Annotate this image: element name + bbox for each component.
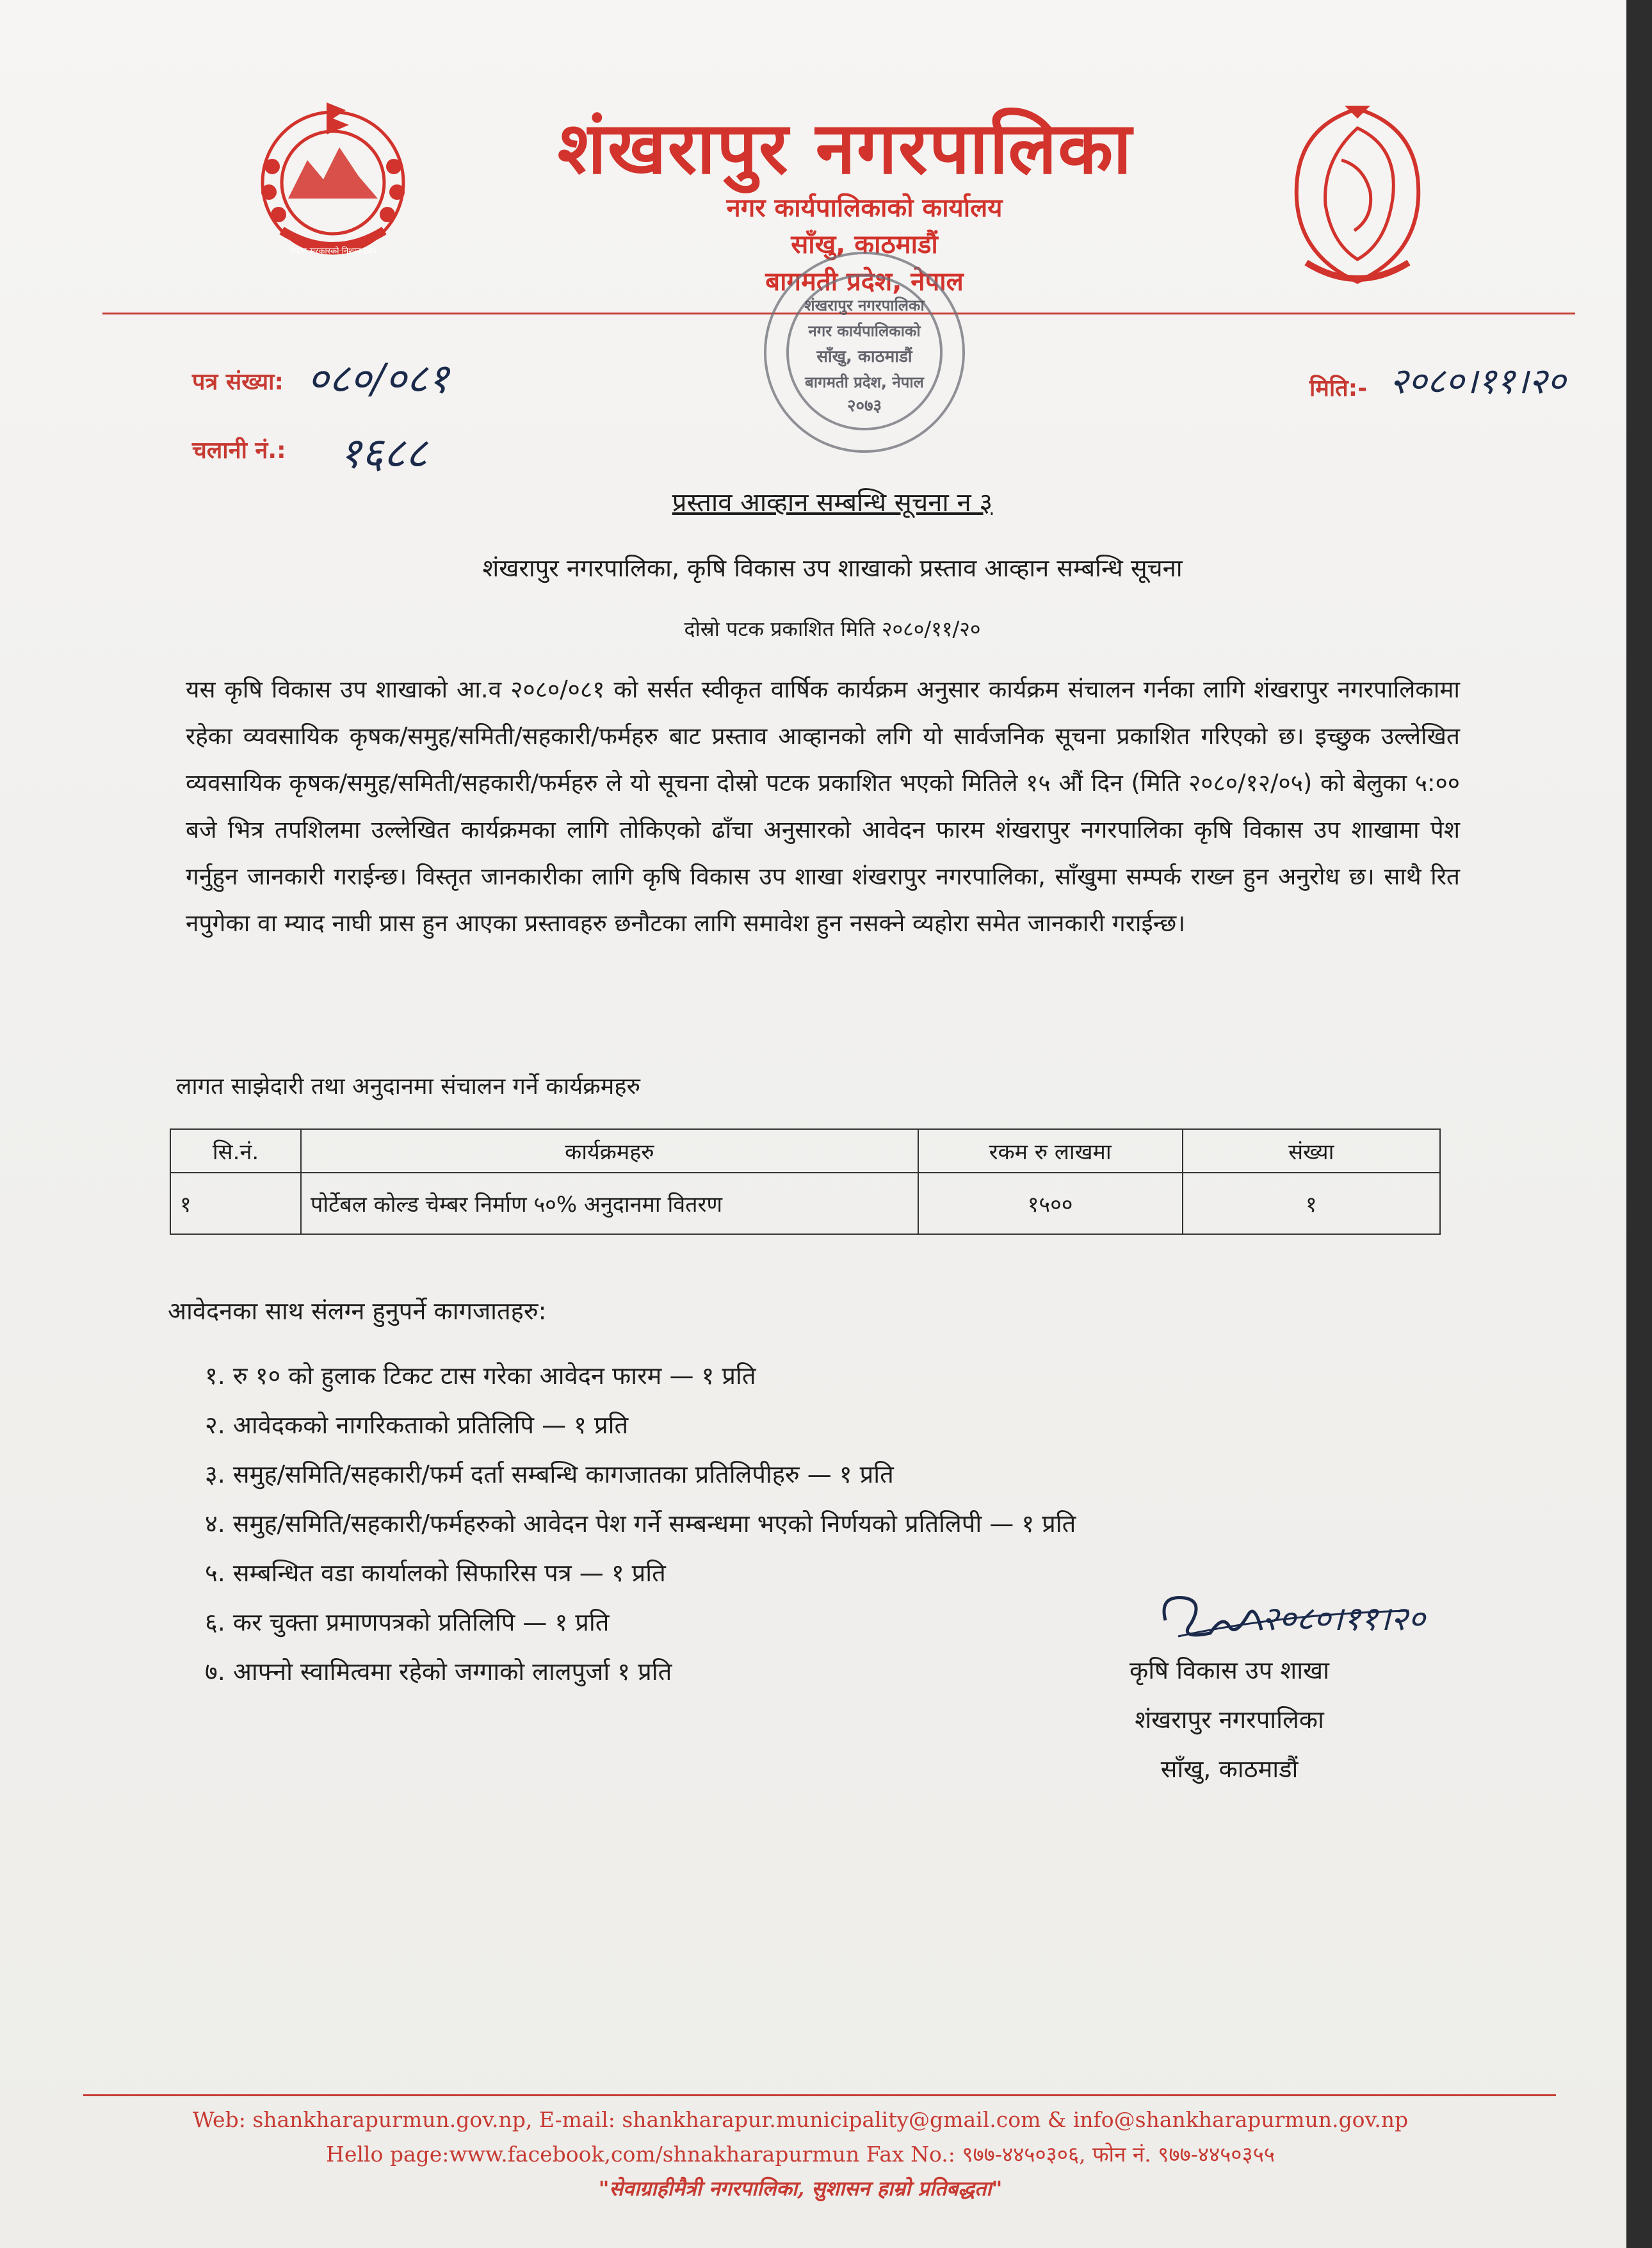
date-label: मिति:- xyxy=(1309,375,1368,402)
list-item: २. आवेदकको नागरिकताको प्रतिलिपि — १ प्रति xyxy=(205,1411,629,1439)
dispatch-label: चलानी नं.: xyxy=(192,437,286,464)
attachments-title: आवेदनका साथ संलग्न हुनुपर्ने कागजातहरु: xyxy=(168,1297,547,1325)
stamp-line-3: साँखु, काठमाडौं xyxy=(816,347,912,366)
stamp-line-4: बागमती प्रदेश, नेपाल xyxy=(805,373,924,391)
footer-fax-phone: Hello page:www.facebook,com/shnakharapurmun Fax No.: ९७७-४४५०३०६, फोन नं. ९७७-४४५०३५५ xyxy=(326,2142,1275,2167)
stamp-line-2: नगर कार्यपालिकाको xyxy=(808,322,921,340)
office-name: नगर कार्यपालिकाको कार्यालय xyxy=(726,193,1003,223)
table-row xyxy=(170,1173,1440,1234)
signatory-line-3: साँखु, काठमाडौं xyxy=(1160,1755,1299,1783)
footer-slogan: "सेवाग्राहीमैत्री नगरपालिका, सुशासन हाम्रो प्रतिबद्धता" xyxy=(598,2176,1003,2201)
signature-date: २०८०।११।२० xyxy=(1261,1600,1425,1638)
notice-heading: प्रस्ताव आव्हान सम्बन्धि सूचना न ३ xyxy=(672,488,993,517)
list-item: ७. आफ्नो स्वामित्वमा रहेको जग्गाको लालपुर्जा १ प्रति xyxy=(205,1657,672,1686)
list-item: ४. समुह/समिति/सहकारी/फर्महरुको आवेदन पेश गर्ने सम्बन्धमा भएको निर्णयको प्रतिलिपी — १ प्रति xyxy=(205,1510,1076,1538)
office-stamp xyxy=(756,243,973,461)
footer-contact: Web: shankharapurmun.gov.np, E-mail: shankharapur.municipality@gmail.com & info@shankharapurmun.gov.np xyxy=(192,2107,1409,2132)
scan-edge xyxy=(1626,0,1652,2248)
signatory-block xyxy=(1089,1646,1370,1794)
office-location: साँखु, काठमाडौं xyxy=(791,230,938,259)
table-header-row xyxy=(170,1129,1440,1173)
ref-label: पत्र संख्या: xyxy=(192,369,284,395)
list-item: ३. समुह/समिति/सहकारी/फर्म दर्ता सम्बन्धि कागजातका प्रतिलिपीहरु — १ प्रति xyxy=(205,1460,894,1488)
notice-subject: शंखरापुर नगरपालिका, कृषि विकास उप शाखाको प्रस्ताव आव्हान सम्बन्धि सूचना xyxy=(482,554,1183,582)
footer-divider xyxy=(83,2094,1556,2096)
conch-shell-icon xyxy=(1281,102,1434,288)
emblem-caption: नेपाल सरकारको निशान छाप xyxy=(289,247,377,256)
notice-body: यस कृषि विकास उप शाखाको आ.व २०८०/०८१ को सर्सत स्वीकृत वार्षिक कार्यक्रम अनुसार कार्यक्रम संचालन गर्नका लागि शंखरापुर नगरपालिकामा रहेका व्यवसायिक कृषक/समुह/समिती/सहकारी/फर्महरु बाट प्रस्ताव आव्हानको लगि यो सार्वजनिक सूचना प्रकाशित गरिएको छ। इच्छुक उल्लेखित व्यवसायिक कृषक/समुह/समिती/सहकारी/फर्महरु ले यो सूचना दोस्रो पटक प्रकाशित भएको मितिले १५ औं दिन (मिति २०८०/१२/०५) को बेलुका ५:०० बजे भित्र तपशिलमा उल्लेखित कार्यक्रमका लागि तोकिएको ढाँचा अनुसारको आवेदन फारम शंखरापुर नगरपालिका कृषि विकास उप शाखामा पेश गर्नुहुन जानकारी गराईन्छ। विस्तृत जानकारीका लागि कृषि विकास उप शाखा शंखरापुर नगरपालिका, साँखुमा सम्पर्क राख्न हुन अनुरोध छ। साथै रित नपुगेका वा म्याद नाघी प्रास हुन आएका प्रस्तावहरु छनौटका लागि समावेश हुन नसक्ने व्यहोरा समेत जानकारी गराईन्छ। xyxy=(186,676,1460,937)
program-table-title: लागत साझेदारी तथा अनुदानमा संचालन गर्ने कार्यक्रमहरु xyxy=(176,1073,640,1100)
list-item: ५. सम्बन्धित वडा कार्यालको सिफारिस पत्र — १ प्रति xyxy=(205,1559,666,1587)
program-table xyxy=(170,1128,1441,1235)
cell-sn: १ xyxy=(170,1173,301,1234)
cell-program: पोर्टेबल कोल्ड चेम्बर निर्माण ५०% अनुदानमा वितरण xyxy=(301,1173,918,1234)
col-header-count: संख्या xyxy=(1183,1129,1440,1173)
list-item: १. रु १० को हुलाक टिकट टास गरेका आवेदन फारम — १ प्रति xyxy=(205,1362,756,1390)
signatory-line-1: कृषि विकास उप शाखा xyxy=(1130,1656,1329,1684)
second-publication-date: दोस्रो पटक प्रकाशित मिति २०८०/११/२० xyxy=(684,617,981,641)
ref-number: ०८०/०८१ xyxy=(307,355,449,403)
nepal-emblem-icon xyxy=(243,90,423,269)
signatory-line-2: शंखरापुर नगरपालिका xyxy=(1135,1706,1324,1734)
cell-amount: १५०० xyxy=(918,1173,1183,1234)
col-header-amount: रकम रु लाखमा xyxy=(918,1129,1183,1173)
dispatch-number: १६८८ xyxy=(339,428,428,478)
handwritten-signature xyxy=(1153,1576,1511,1652)
org-name-title: शंखरापुर नगरपालिका xyxy=(557,107,1133,190)
col-header-program: कार्यक्रमहरु xyxy=(301,1129,918,1173)
stamp-line-1: शंखरापुर नगरपालिका xyxy=(804,297,925,314)
col-header-sn: सि.नं. xyxy=(170,1129,301,1173)
date-value: २०८०।११।२० xyxy=(1389,361,1566,402)
stamp-line-5: २०७३ xyxy=(846,396,882,416)
attachments-list xyxy=(205,1351,1076,1697)
cell-count: १ xyxy=(1183,1173,1440,1234)
office-province: बागमती प्रदेश, नेपाल xyxy=(765,267,964,297)
list-item: ६. कर चुक्ता प्रमाणपत्रको प्रतिलिपि — १ प्रति xyxy=(205,1608,610,1636)
